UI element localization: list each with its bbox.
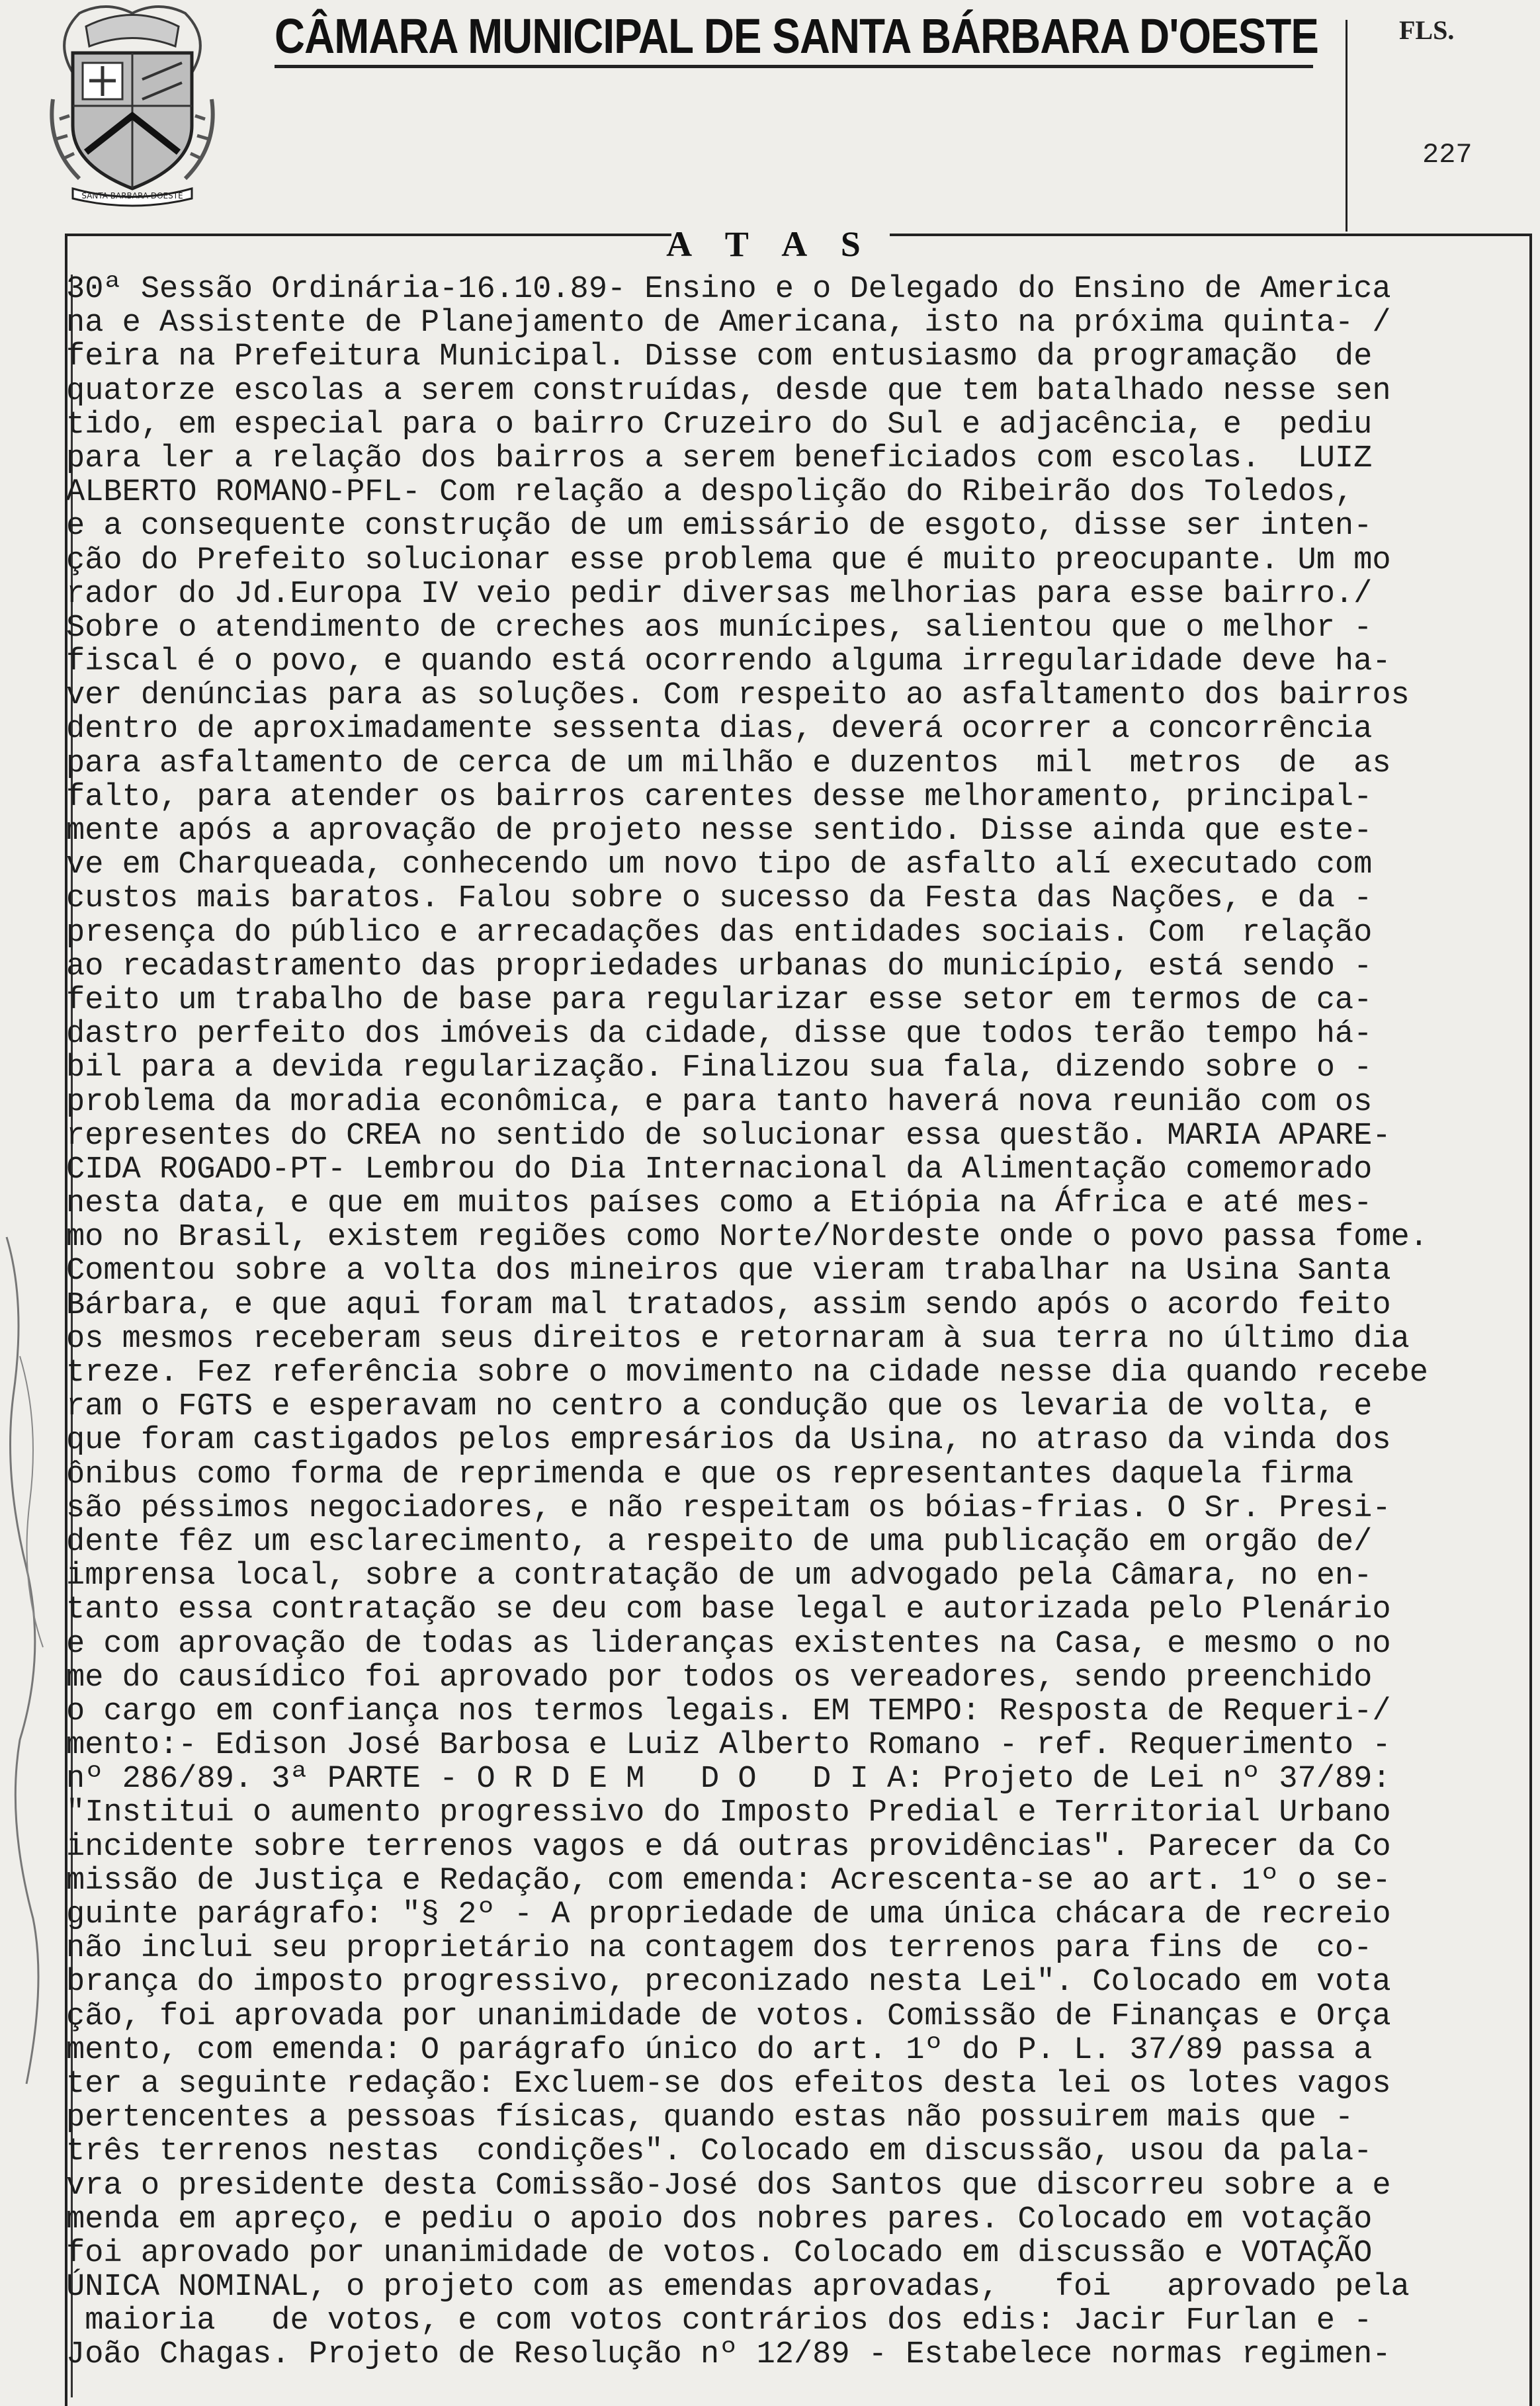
text-line: ção do Prefeito solucionar esse problema que é muito preocupante. Um mo bbox=[66, 542, 1391, 578]
text-line: "Institui o aumento progressivo do Imposto Predial e Territorial Urbano bbox=[66, 1795, 1391, 1831]
text-line: Sobre o atendimento de creches aos munícipes, salientou que o melhor - bbox=[66, 610, 1373, 646]
text-line: vra o presidente desta Comissão-José dos Santos que discorreu sobre a e bbox=[66, 2168, 1391, 2204]
municipal-crest-icon bbox=[33, 0, 232, 212]
text-line: maioria de votos, e com votos contrários dos edis: Jacir Furlan e - bbox=[66, 2303, 1373, 2339]
text-line: ônibus como forma de reprimenda e que os representantes daquela firma bbox=[66, 1457, 1354, 1492]
text-line: ÚNICA NOMINAL, o projeto com as emendas aprovadas, foi aprovado pela bbox=[66, 2270, 1410, 2305]
text-line: treze. Fez referência sobre o movimento na cidade nesse dia quando recebe bbox=[66, 1355, 1428, 1391]
text-line: tido, em especial para o bairro Cruzeiro do Sul e adjacência, e pediu bbox=[66, 407, 1373, 443]
page-number: 227 bbox=[1422, 139, 1473, 171]
text-line: na e Assistente de Planejamento de Americana, isto na próxima quinta- / bbox=[66, 306, 1391, 341]
text-line: incidente sobre terrenos vagos e dá outras providências". Parecer da Co bbox=[66, 1829, 1391, 1865]
text-line: me do causídico foi aprovado por todos os vereadores, sendo preenchido bbox=[66, 1660, 1373, 1696]
text-line: 30ª Sessão Ordinária-16.10.89- Ensino e o Delegado do Ensino de America bbox=[66, 272, 1391, 307]
text-line: foi aprovado por unanimidade de votos. Colocado em discussão e VOTAÇÃO bbox=[66, 2235, 1373, 2271]
text-line: dentro de aproximadamente sessenta dias, deverá ocorrer a concorrência bbox=[66, 712, 1373, 748]
text-line: que foram castigados pelos empresários da Usina, no atraso da vinda dos bbox=[66, 1423, 1391, 1459]
text-line: para asfaltamento de cerca de um milhão e duzentos mil metros de as bbox=[66, 746, 1391, 781]
page-header bbox=[0, 0, 1540, 232]
margin-signature-icon bbox=[0, 1224, 63, 2117]
text-line: os mesmos receberam seus direitos e retornaram à sua terra no último dia bbox=[66, 1321, 1410, 1357]
text-line: dente fêz um esclarecimento, a respeito de uma publicação em orgão de/ bbox=[66, 1524, 1373, 1560]
text-line: mento, com emenda: O parágrafo único do art. 1º do P. L. 37/89 passa a bbox=[66, 2032, 1373, 2068]
text-line: pertencentes a pessoas físicas, quando estas não possuirem mais que - bbox=[66, 2100, 1354, 2136]
text-line: guinte parágrafo: "§ 2º - A propriedade de uma única chácara de recreio bbox=[66, 1897, 1391, 1932]
fls-label: FLS. bbox=[1399, 15, 1455, 45]
text-line: menda em apreço, e pediu o apoio dos nobres pares. Colocado em votação bbox=[66, 2202, 1373, 2237]
text-line: mento:- Edison José Barbosa e Luiz Alberto Romano - ref. Requerimento - bbox=[66, 1728, 1391, 1764]
text-line: problema da moradia econômica, e para tanto haverá nova reunião com os bbox=[66, 1084, 1373, 1120]
text-line: brança do imposto progressivo, preconizado nesta Lei". Colocado em vota bbox=[66, 1965, 1391, 2000]
text-line: CIDA ROGADO-PT- Lembrou do Dia Internacional da Alimentação comemorado bbox=[66, 1152, 1373, 1187]
text-line: rador do Jd.Europa IV veio pedir diversas melhorias para esse bairro./ bbox=[66, 576, 1373, 612]
text-line: feito um trabalho de base para regularizar esse setor em termos de ca- bbox=[66, 982, 1373, 1018]
section-title: A T A S bbox=[666, 224, 874, 264]
text-line: três terrenos nestas condições". Colocado em discussão, usou da pala- bbox=[66, 2134, 1373, 2170]
text-line: não inclui seu proprietário na contagem dos terrenos para fins de co- bbox=[66, 1931, 1373, 1967]
text-line: Comentou sobre a volta dos mineiros que vieram trabalhar na Usina Santa bbox=[66, 1254, 1391, 1289]
text-line: Bárbara, e que aqui foram mal tratados, assim sendo após o acordo feito bbox=[66, 1287, 1391, 1323]
text-line: nº 286/89. 3ª PARTE - O R D E M D O D I A: Projeto de Lei nº 37/89: bbox=[66, 1762, 1391, 1797]
text-line: nesta data, e que em muitos países como a Etiópia na África e até mes- bbox=[66, 1186, 1373, 1222]
text-line: feira na Prefeitura Municipal. Disse com entusiasmo da programação de bbox=[66, 339, 1373, 375]
text-line: e a consequente construção de um emissário de esgoto, disse ser inten- bbox=[66, 509, 1373, 544]
text-line: são péssimos negociadores, e não respeitam os bóias-frias. O Sr. Presi- bbox=[66, 1490, 1391, 1526]
text-line: ALBERTO ROMANO-PFL- Com relação a despolição do Ribeirão dos Toledos, bbox=[66, 475, 1354, 511]
text-line: ram o FGTS e esperavam no centro a condução que os levaria de volta, e bbox=[66, 1389, 1373, 1425]
text-line: o cargo em confiança nos termos legais. EM TEMPO: Resposta de Requeri-/ bbox=[66, 1694, 1391, 1729]
text-line: mo no Brasil, existem regiões como Norte/Nordeste onde o povo passa fome. bbox=[66, 1220, 1428, 1256]
text-line: e com aprovação de todas as lideranças existentes na Casa, e mesmo o no bbox=[66, 1626, 1391, 1662]
text-line: para ler a relação dos bairros a serem beneficiados com escolas. LUIZ bbox=[66, 441, 1373, 476]
text-line: bil para a devida regularização. Finalizou sua fala, dizendo sobre o - bbox=[66, 1051, 1373, 1086]
text-line: presença do público e arrecadações das entidades sociais. Com relação bbox=[66, 915, 1373, 951]
text-line: ver denúncias para as soluções. Com respeito ao asfaltamento dos bairros bbox=[66, 678, 1410, 714]
text-line: quatorze escolas a serem construídas, desde que tem batalhado nesse sen bbox=[66, 373, 1391, 409]
text-line: falto, para atender os bairros carentes desse melhoramento, principal- bbox=[66, 779, 1373, 815]
text-line: tanto essa contratação se deu com base legal e autorizada pelo Plenário bbox=[66, 1592, 1391, 1628]
minutes-body bbox=[66, 273, 1502, 2372]
text-line: ao recadastramento das propriedades urbanas do município, está sendo - bbox=[66, 949, 1373, 984]
text-line: ve em Charqueada, conhecendo um novo tipo de asfalto alí executado com bbox=[66, 847, 1373, 883]
page-title: CÂMARA MUNICIPAL DE SANTA BÁRBARA D'OESTE bbox=[275, 9, 1318, 64]
text-line: ção, foi aprovada por unanimidade de votos. Comissão de Finanças e Orça bbox=[66, 1998, 1391, 2034]
text-line: custos mais baratos. Falou sobre o sucesso da Festa das Nações, e da - bbox=[66, 881, 1373, 917]
text-line: dastro perfeito dos imóveis da cidade, disse que todos terão tempo há- bbox=[66, 1017, 1373, 1053]
text-line: João Chagas. Projeto de Resolução nº 12/89 - Estabelece normas regimen- bbox=[66, 2337, 1391, 2373]
title-underline bbox=[275, 65, 1313, 68]
text-line: imprensa local, sobre a contratação de um advogado pela Câmara, no en- bbox=[66, 1559, 1373, 1594]
text-line: missão de Justiça e Redação, com emenda: Acrescenta-se ao art. 1º o se- bbox=[66, 1863, 1391, 1899]
text-line: representes do CREA no sentido de solucionar essa questão. MARIA APARE- bbox=[66, 1118, 1391, 1154]
crest-motto: SANTA BARBARA DOESTE bbox=[81, 191, 183, 200]
text-line: fiscal é o povo, e quando está ocorrendo alguma irregularidade deve ha- bbox=[66, 644, 1391, 680]
header-divider bbox=[1346, 20, 1348, 232]
text-line: ter a seguinte redação: Excluem-se dos efeitos desta lei os lotes vagos bbox=[66, 2066, 1391, 2102]
text-line: mente após a aprovação de projeto nesse sentido. Disse ainda que este- bbox=[66, 814, 1373, 849]
